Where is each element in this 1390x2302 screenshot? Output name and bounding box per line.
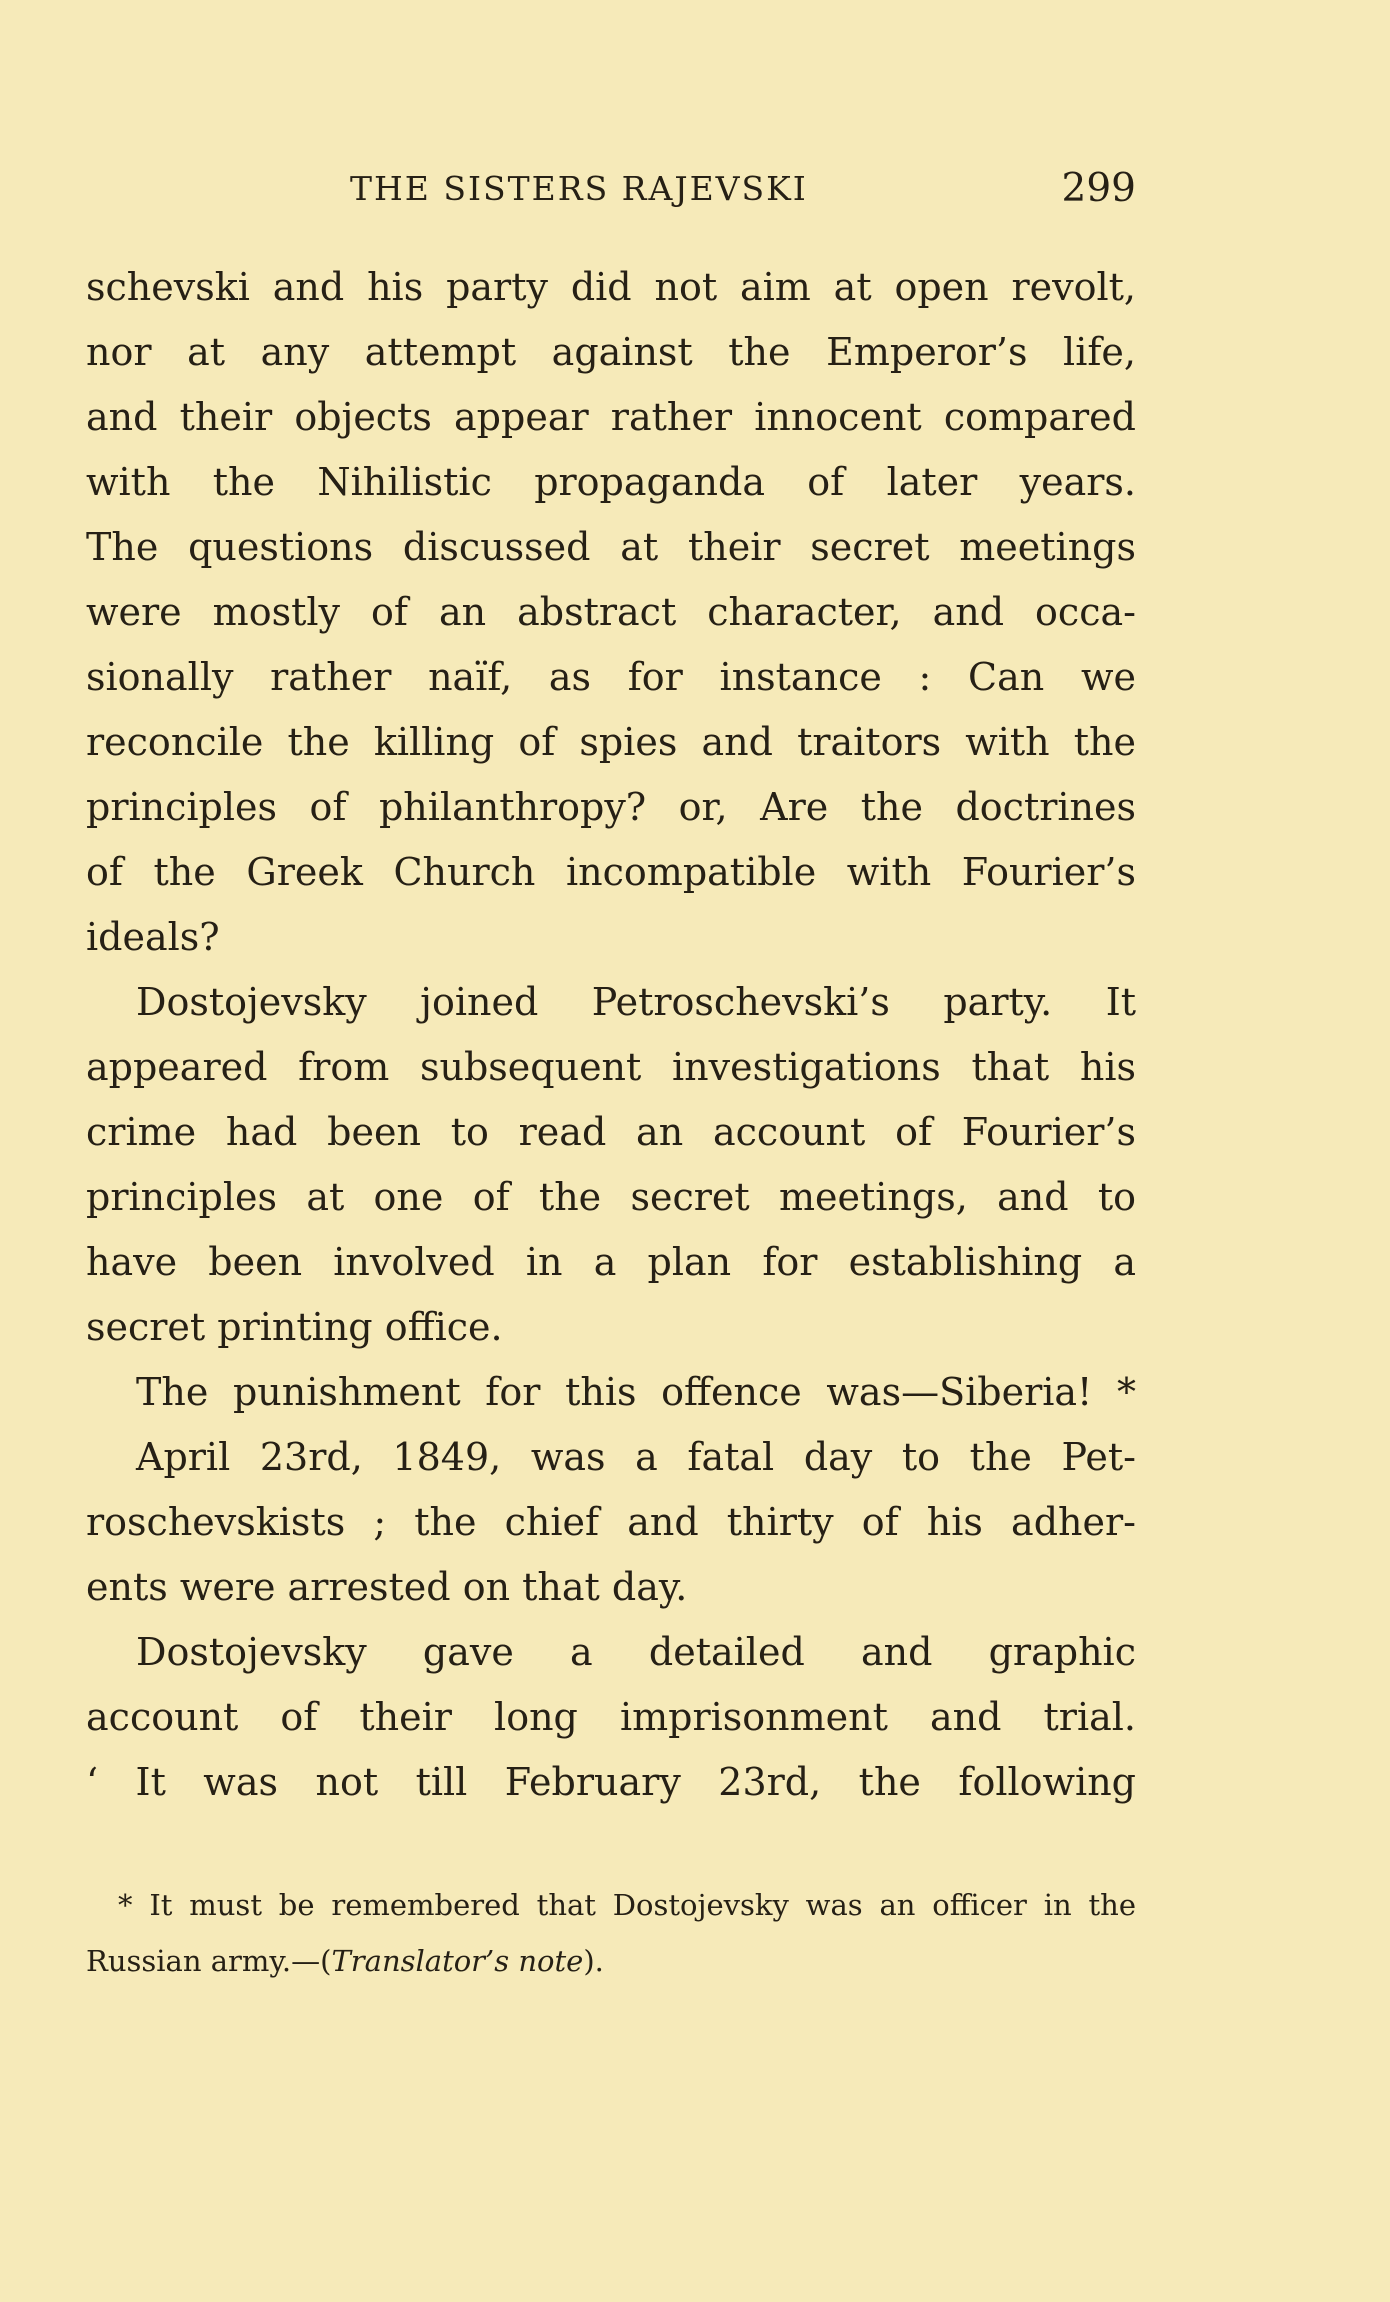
footnote	[86, 1877, 1136, 1989]
text-line: The questions discussed at their secret meetings	[86, 525, 1136, 569]
translator-note: Translator’s note	[331, 1944, 584, 1978]
footnote-text: Russian army.—(	[86, 1944, 332, 1978]
text-line: with the Nihilistic propaganda of later years.	[86, 460, 1136, 504]
text-line: ‘ It was not till February 23rd, the following	[86, 1760, 1136, 1804]
page-number: 299	[1061, 166, 1136, 211]
text-line: sionally rather naïf, as for instance : Can we	[86, 655, 1136, 699]
text-line: roschevskists ; the chief and thirty of his adher-	[86, 1500, 1136, 1544]
text-line: ents were arrested on that day.	[86, 1565, 688, 1609]
footnote-line	[86, 1933, 1136, 1989]
running-title: THE SISTERS RAJEVSKI	[350, 169, 808, 208]
text-line: Dostojevsky gave a detailed and graphic	[136, 1630, 1136, 1674]
body-text	[86, 255, 1136, 1815]
text-line: reconcile the killing of spies and traitors with the	[86, 720, 1136, 764]
text-line: schevski and his party did not aim at open revolt,	[86, 265, 1136, 309]
page-header	[86, 164, 1136, 214]
text-line: principles of philanthropy? or, Are the doctrines	[86, 785, 1136, 829]
text-line: and their objects appear rather innocent compared	[86, 395, 1136, 439]
footnote-text: ).	[583, 1944, 604, 1978]
text-line: ideals?	[86, 915, 220, 959]
text-line: were mostly of an abstract character, and occa-	[86, 590, 1136, 634]
text-line: account of their long imprisonment and trial.	[86, 1695, 1136, 1739]
text-line: have been involved in a plan for establishing a	[86, 1240, 1136, 1284]
text-line: Dostojevsky joined Petroschevski’s party. It	[136, 980, 1136, 1024]
text-line: principles at one of the secret meetings, and to	[86, 1175, 1136, 1219]
text-line: crime had been to read an account of Fourier’s	[86, 1110, 1136, 1154]
text-line: appeared from subsequent investigations that his	[86, 1045, 1136, 1089]
text-line: secret printing office.	[86, 1305, 503, 1349]
text-line: The punishment for this offence was—Siberia! *	[136, 1370, 1136, 1414]
text-line: nor at any attempt against the Emperor’s life,	[86, 330, 1136, 374]
text-line: of the Greek Church incompatible with Fourier’s	[86, 850, 1136, 894]
footnote-line: * It must be remembered that Dostojevsky was an officer in the	[118, 1888, 1136, 1922]
text-line: April 23rd, 1849, was a fatal day to the Pet-	[136, 1435, 1136, 1479]
